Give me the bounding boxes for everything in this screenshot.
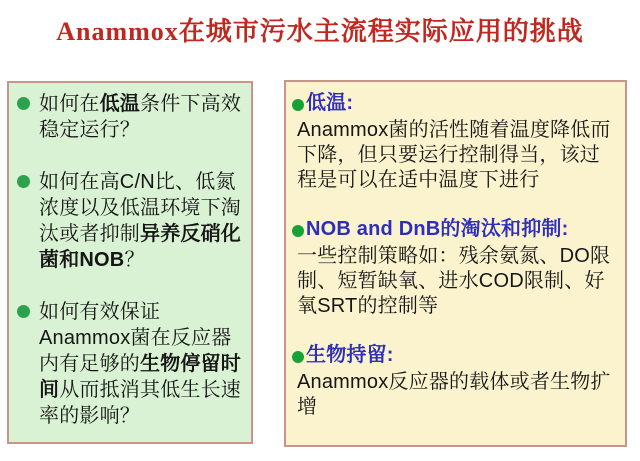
- challenge-text-low-temp: 如何在低温条件下高效稳定运行？: [39, 93, 242, 141]
- section-body: Anammox反应器的载体或者生物扩增: [297, 371, 611, 418]
- section-heading-label: 低温:: [306, 92, 354, 114]
- challenges-panel: [7, 81, 253, 444]
- section-nob-dnb: [292, 217, 620, 319]
- section-heading: [292, 91, 620, 116]
- list-item: [17, 299, 246, 429]
- bullet-icon: [292, 99, 304, 111]
- challenge-text-retention: 如何有效保证Anammox菌在反应器内有足够的生物停留时间从而抵消其低生长速率的影响？: [39, 301, 242, 427]
- section-heading: [292, 217, 620, 242]
- section-body: 一些控制策略如：残余氨氮、DO限制、短暂缺氧、进水COD限制、好氧SRT的控制等: [297, 245, 611, 317]
- bullet-icon: [292, 225, 304, 237]
- list-item: [17, 91, 246, 143]
- section-bio-retention: [292, 343, 620, 420]
- bullet-icon: [17, 305, 30, 318]
- page-title: Anammox在城市污水主流程实际应用的挑战: [56, 17, 584, 46]
- bullet-icon: [17, 175, 30, 188]
- section-heading-label: NOB and DnB的淘汰和抑制:: [306, 218, 569, 240]
- section-body: Anammox菌的活性随着温度降低而下降，但只要运行控制得当，该过程是可以在适中温度下进行: [297, 119, 611, 191]
- section-low-temp: [292, 91, 620, 193]
- bullet-icon: [292, 351, 304, 363]
- challenge-text-cn-ratio: 如何在高C/N比、低氮浓度以及低温环境下淘汰或者抑制异养反硝化菌和NOB？: [39, 171, 241, 271]
- section-heading: [292, 343, 620, 368]
- list-item: [17, 169, 246, 273]
- bullet-icon: [17, 97, 30, 110]
- section-heading-label: 生物持留:: [306, 344, 394, 366]
- strategies-panel: [284, 80, 627, 447]
